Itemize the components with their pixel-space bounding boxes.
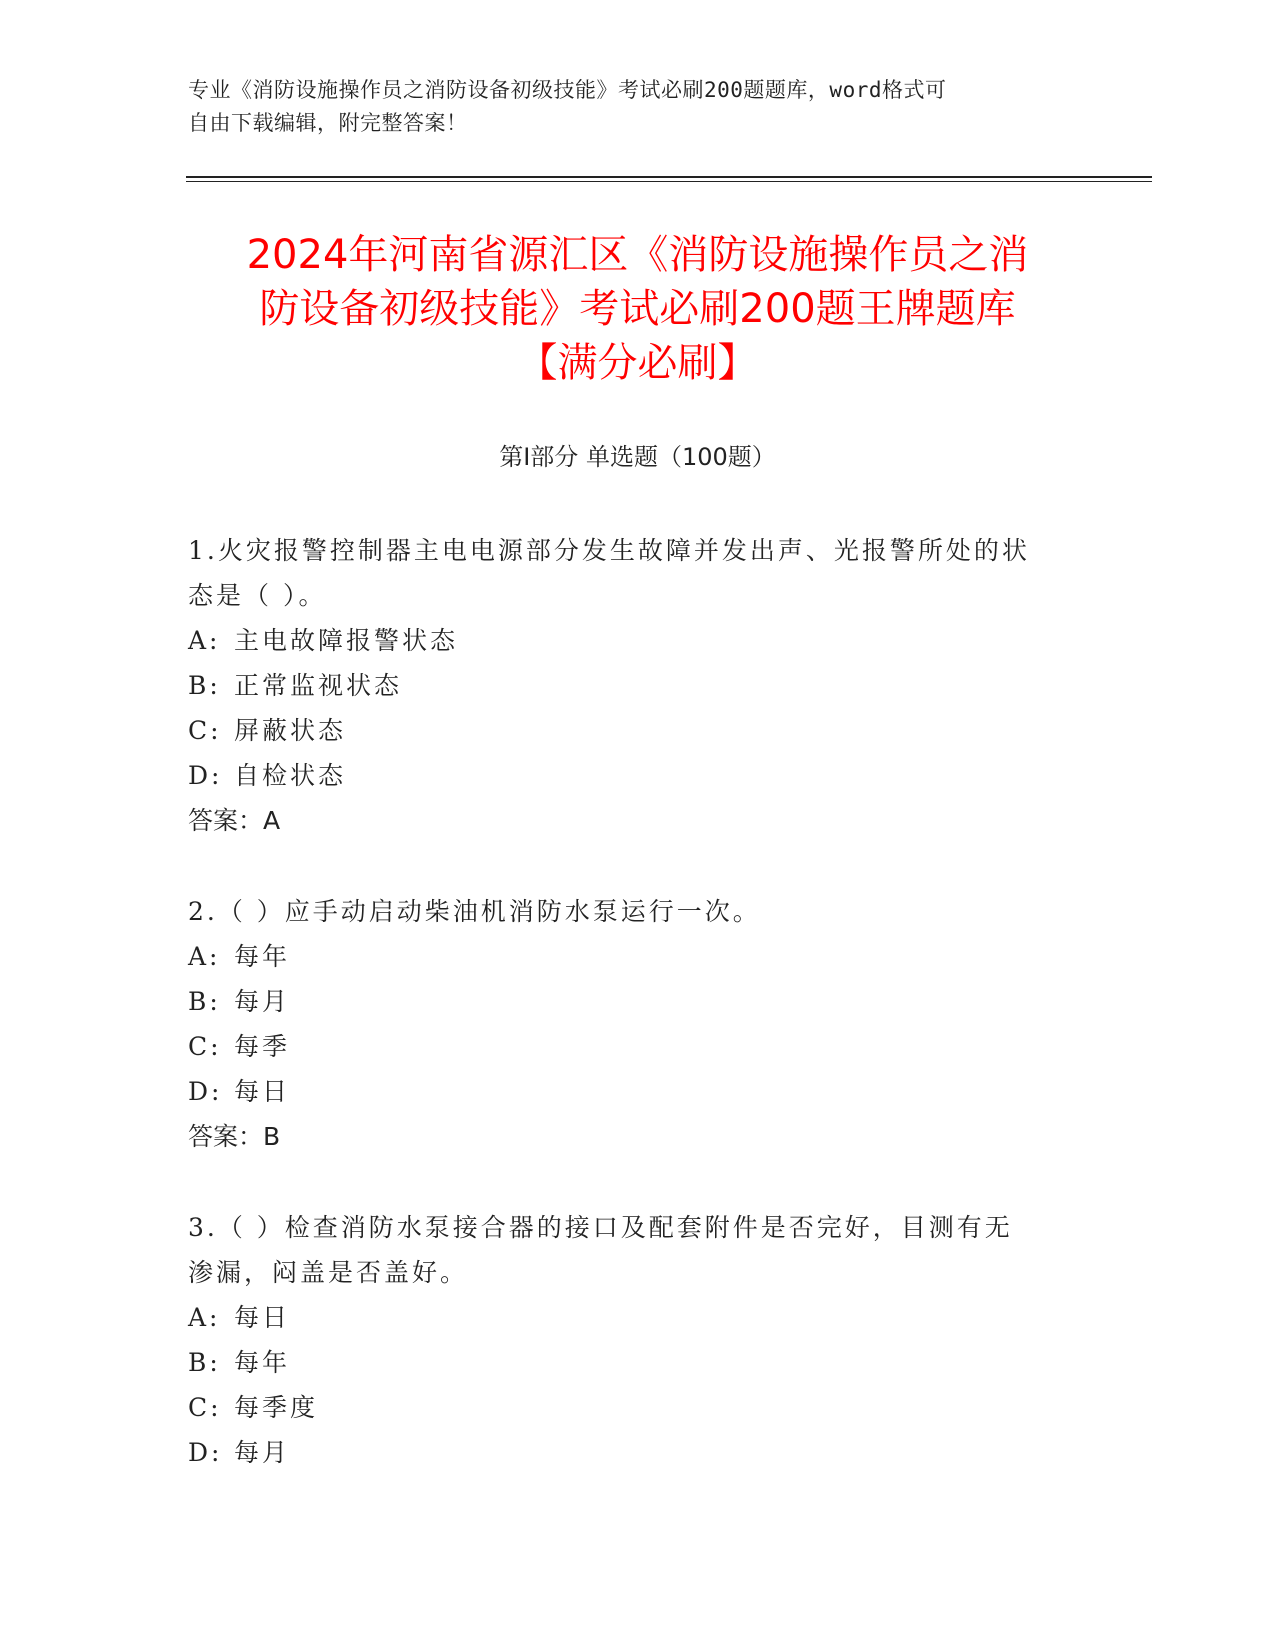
section-heading: 第I部分 单选题（100题） (499, 443, 776, 471)
option-text: 每季 (234, 1032, 291, 1061)
question-stem (188, 889, 1068, 934)
option-c (188, 708, 1068, 753)
option-letter: A: (188, 1303, 221, 1332)
option-c (188, 1385, 1068, 1430)
option-letter: B: (188, 1348, 221, 1377)
header-divider-thick (186, 176, 1152, 178)
answer-line: 答案：A (188, 806, 281, 835)
header-note (188, 74, 1088, 140)
option-text: 每月 (234, 1438, 291, 1467)
question-1 (188, 528, 1068, 843)
option-c (188, 1024, 1068, 1069)
option-text: 每日 (234, 1077, 291, 1106)
header-note-line2: 自由下载编辑，附完整答案！ (188, 111, 468, 135)
question-stem-line: 1.火灾报警控制器主电电源部分发生故障并发出声、光报警所处的状 (188, 536, 1030, 565)
question-list (188, 528, 1068, 1521)
question-stem (188, 528, 1068, 618)
option-b (188, 1340, 1068, 1385)
question-2 (188, 889, 1068, 1159)
option-text: 每日 (234, 1303, 291, 1332)
option-a (188, 618, 1068, 663)
header-note-line1: 专业《消防设施操作员之消防设备初级技能》考试必刷200题题库，word格式可 (188, 78, 947, 102)
option-text: 正常监视状态 (234, 671, 403, 700)
title-line1: 2024年河南省源汇区《消防设施操作员之消 (246, 232, 1029, 278)
document-title (170, 228, 1105, 390)
option-text: 每季度 (234, 1393, 319, 1422)
option-text: 主电故障报警状态 (234, 626, 459, 655)
option-text: 每年 (234, 1348, 291, 1377)
title-line2: 防设备初级技能》考试必刷200题王牌题库 (259, 286, 1016, 332)
option-letter: A: (188, 942, 221, 971)
answer-line: 答案：B (188, 1122, 281, 1151)
question-stem-line: 态是（ ）。 (188, 581, 327, 610)
option-d (188, 753, 1068, 798)
option-letter: C: (188, 1032, 222, 1061)
option-a (188, 934, 1068, 979)
option-b (188, 979, 1068, 1024)
option-letter: A: (188, 626, 221, 655)
question-3 (188, 1205, 1068, 1475)
question-stem (188, 1205, 1068, 1295)
question-stem-line: 渗漏，闷盖是否盖好。 (188, 1258, 469, 1287)
option-letter: C: (188, 716, 222, 745)
option-b (188, 663, 1068, 708)
option-d (188, 1069, 1068, 1114)
option-letter: D: (188, 761, 223, 790)
option-letter: B: (188, 987, 221, 1016)
option-letter: C: (188, 1393, 222, 1422)
title-line3: 【满分必刷】 (517, 340, 758, 386)
question-stem-line: 2.（ ）应手动启动柴油机消防水泵运行一次。 (188, 897, 761, 926)
option-letter: D: (188, 1438, 223, 1467)
option-letter: D: (188, 1077, 223, 1106)
question-stem-line: 3.（ ）检查消防水泵接合器的接口及配套附件是否完好，目测有无 (188, 1213, 1013, 1242)
option-text: 每年 (234, 942, 291, 971)
option-letter: B: (188, 671, 221, 700)
option-d (188, 1430, 1068, 1475)
header-divider-thin (186, 181, 1152, 182)
option-text: 屏蔽状态 (234, 716, 347, 745)
option-text: 自检状态 (234, 761, 347, 790)
option-a (188, 1295, 1068, 1340)
option-text: 每月 (234, 987, 291, 1016)
